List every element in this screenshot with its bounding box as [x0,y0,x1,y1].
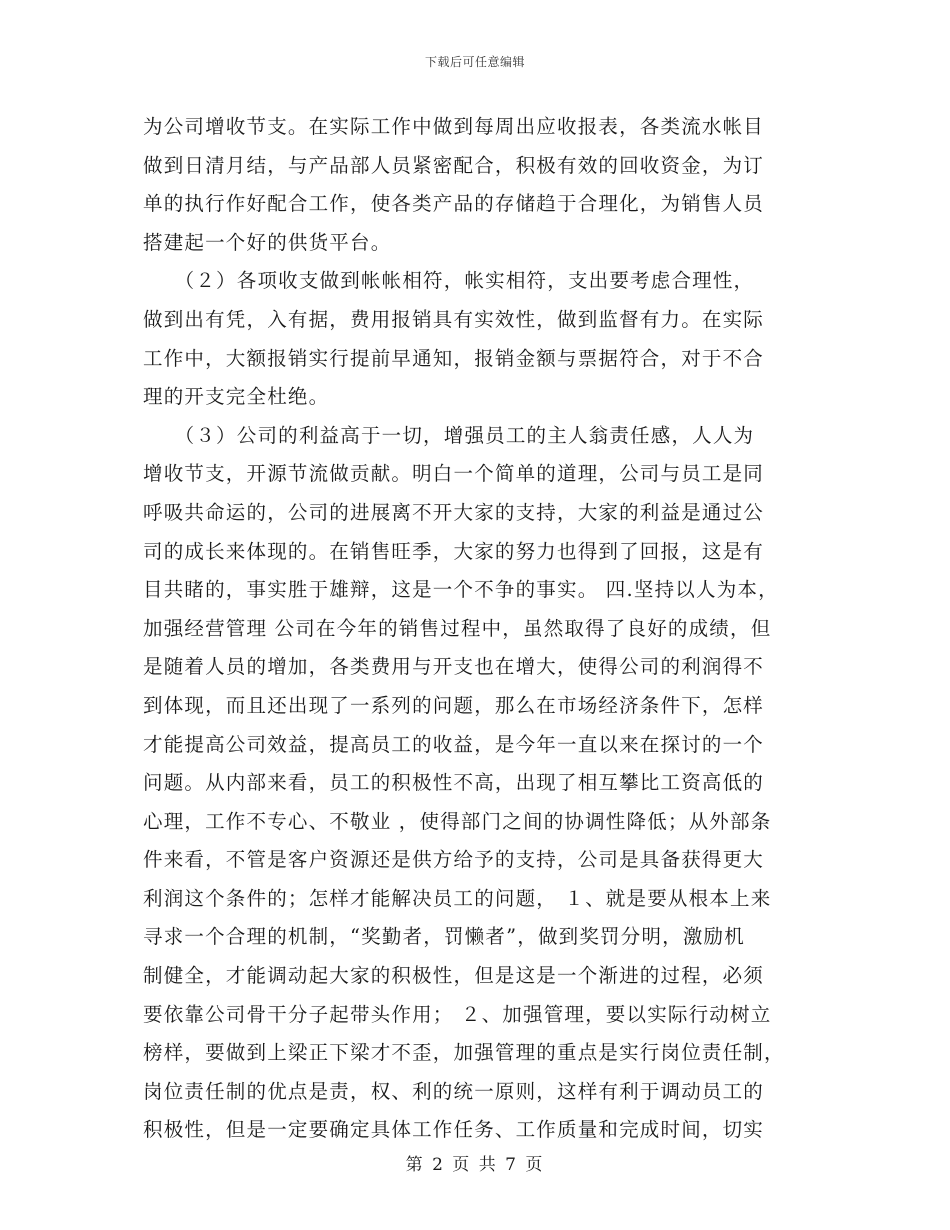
text-line: 增收节支，开源节流做贡献。明白一个简单的道理，公司与员工是同 [143,462,765,486]
text-line: （２）各项收支做到帐帐相符，帐实相符，支出要考虑合理性， [143,269,755,293]
text-line: 目共睹的，事实胜于雄辩，这是一个不争的事实。 四.坚持以人为本， [143,578,779,602]
page-header: 下载后可任意编辑 [424,55,525,69]
text-line: 到体现，而且还出现了一系列的问题，那么在市场经济条件下，怎样 [143,693,765,717]
text-line: 是随着人员的增加，各类费用与开支也在增大，使得公司的利润得不 [143,655,765,679]
text-line: 呼吸共命运的，公司的进展离不开大家的支持，大家的利益是通过公 [143,500,765,524]
text-line: 利润这个条件的；怎样才能解决员工的问题， １、就是要从根本上来 [143,886,772,910]
text-line: 做到出有凭，入有据，费用报销具有实效性，做到监督有力。在实际 [143,307,765,331]
text-line: 榜样，要做到上梁正下梁才不歪，加强管理的重点是实行岗位责任制， [143,1041,785,1065]
text-line: 工作中，大额报销实行提前早通知，报销金额与票据符合，对于不合 [143,346,765,370]
text-line: 制健全，才能调动起大家的积极性，但是这是一个渐进的过程，必须 [143,964,765,988]
text-line: 加强经营管理 公司在今年的销售过程中，虽然取得了良好的成绩，但 [143,616,772,640]
text-line: 件来看，不管是客户资源还是供方给予的支持，公司是具备获得更大 [143,848,765,872]
text-line: 积极性，但是一定要确定具体工作任务、工作质量和完成时间，切实 [143,1118,765,1142]
text-line: 问题。从内部来看，员工的积极性不高，出现了相互攀比工资高低的 [143,771,765,795]
text-line: 理的开支完全杜绝。 [143,385,330,409]
body-text [143,108,803,1150]
text-line: 心理，工作不专心、不敬业 ，使得部门之间的协调性降低；从外部条 [143,809,772,833]
page-number: 第 2 页 共 7 页 [405,1155,545,1175]
text-line: 寻求一个合理的机制，“奖勤者，罚懒者”，做到奖罚分明，激励机 [143,925,745,949]
text-line: 司的成长来体现的。在销售旺季，大家的努力也得到了回报，这是有 [143,539,765,563]
text-line: 做到日清月结，与产品部人员紧密配合，积极有效的回收资金，为订 [143,153,765,177]
text-line: 要依靠公司骨干分子起带头作用； ２、加强管理，要以实际行动树立 [143,1002,772,1026]
text-line: 为公司增收节支。在实际工作中做到每周出应收报表，各类流水帐目 [143,115,765,138]
text-line: （３）公司的利益高于一切，增强员工的主人翁责任感，人人为 [143,423,755,447]
text-line: 岗位责任制的优点是责，权、利的统一原则，这样有利于调动员工的 [143,1079,765,1103]
text-line: 才能提高公司效益，提高员工的收益，是今年一直以来在探讨的一个 [143,732,765,756]
text-line: 搭建起一个好的供货平台。 [143,230,392,254]
text-line: 单的执行作好配合工作，使各类产品的存储趋于合理化，为销售人员 [143,192,765,216]
